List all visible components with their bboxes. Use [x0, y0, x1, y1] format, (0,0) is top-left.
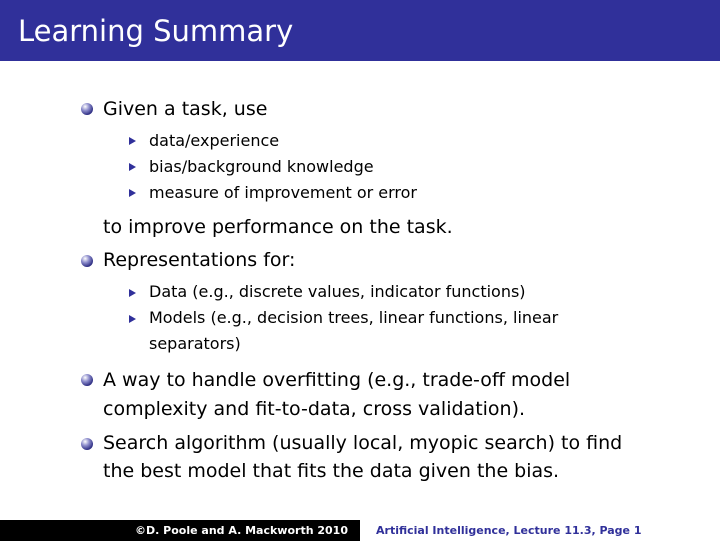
bullet-1-sub-1: data/experience [149, 131, 280, 150]
bullet-1-text: Given a task, use [103, 98, 268, 120]
bullet-2-sub-1: Data (e.g., discrete values, indicator functions) [149, 282, 526, 301]
copyright-symbol: © [135, 524, 147, 537]
bullet-2-text: Representations for: [103, 249, 296, 271]
bullet-1-sub-3: measure of improvement or error [149, 183, 418, 202]
triangle-bullet-icon [129, 163, 136, 171]
bullet-2-sub-2-continued: separators) [149, 334, 241, 353]
bullet-3-line-1: A way to handle overfitting (e.g., trade-off model [103, 369, 571, 391]
bullet-1-continuation: to improve performance on the task. [103, 216, 453, 238]
triangle-bullet-icon [129, 137, 136, 145]
bullet-3-line-2: complexity and fit-to-data, cross validation). [103, 398, 526, 420]
footer-authors: D. Poole and A. Mackworth 2010 [146, 524, 348, 537]
bullet-1-sub-2: bias/background knowledge [149, 157, 374, 176]
footer-lecture: Artificial Intelligence, Lecture 11.3, Page 1 [360, 520, 720, 541]
triangle-bullet-icon [129, 289, 136, 297]
footer-copyright [0, 520, 360, 541]
bullet-2-sub-2: Models (e.g., decision trees, linear functions, linear [149, 308, 559, 327]
bullet-ball-icon [81, 374, 93, 386]
bullet-ball-icon [81, 438, 93, 450]
slide-title: Learning Summary [18, 14, 294, 48]
bullet-ball-icon [81, 255, 93, 267]
triangle-bullet-icon [129, 189, 136, 197]
triangle-bullet-icon [129, 315, 136, 323]
bullet-4-line-1: Search algorithm (usually local, myopic search) to find [103, 432, 623, 454]
bullet-4-line-2: the best model that fits the data given the bias. [103, 460, 560, 482]
bullet-ball-icon [81, 103, 93, 115]
footer [0, 520, 720, 541]
